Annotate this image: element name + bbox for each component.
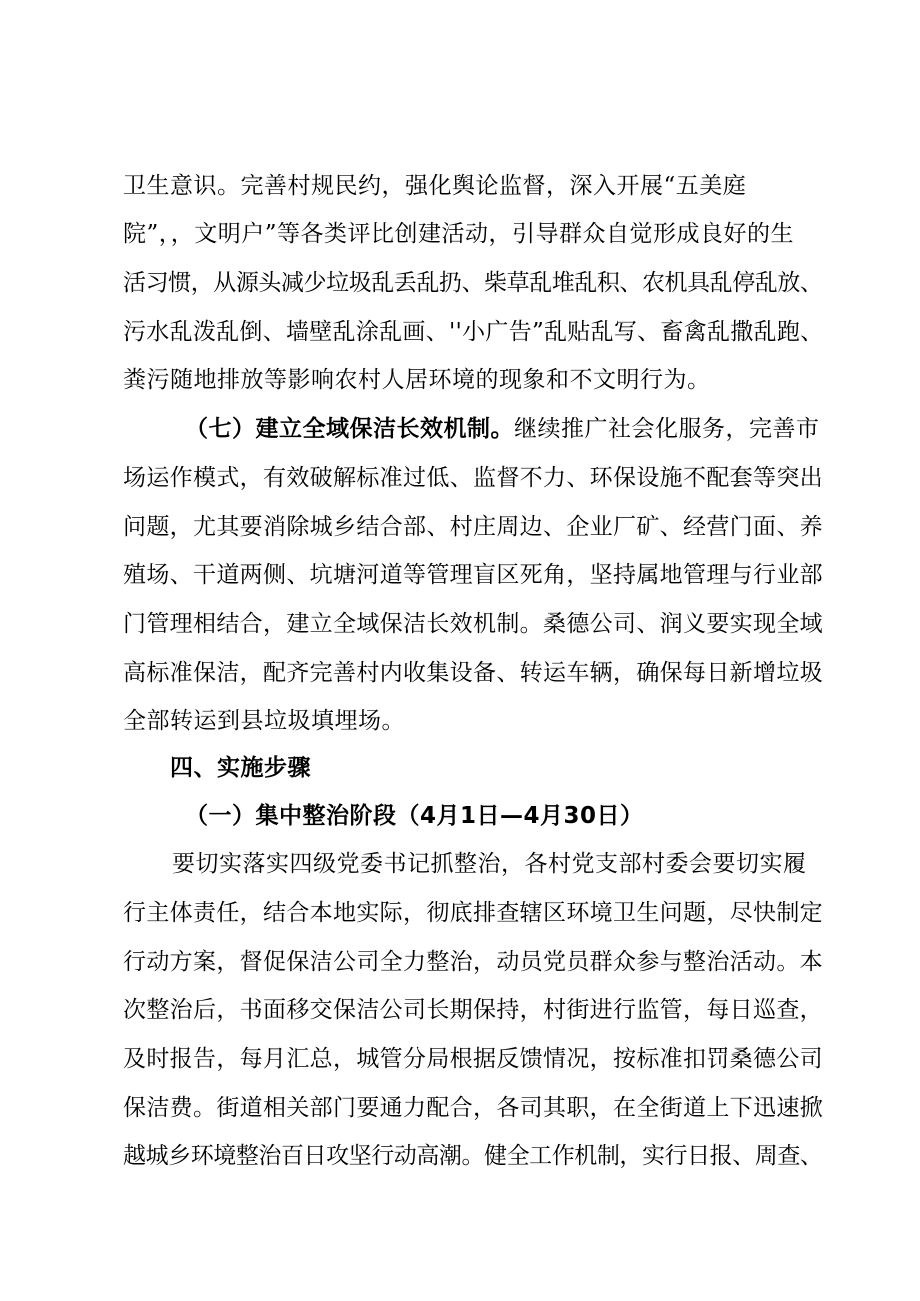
paragraph-first-line (185, 405, 825, 453)
section-lead-bold: （七）建立全域保洁长效机制。 (185, 416, 514, 442)
paragraph-line: 卫生意识。完善村规民约，强化舆论监督，深入开展“五美庭 (123, 173, 747, 199)
paragraph-line: 活习惯，从源头减少垃圾乱丢乱扔、柴草乱堆乱积、农机具乱停乱放、 (123, 270, 823, 296)
paragraph-line: 高标准保洁，配齐完善村内收集设备、转运车辆，确保每日新增垃圾 (123, 660, 823, 686)
paragraph-line: 要切实落实四级党委书记抓整治，各村党支部村委会要切实履 (172, 851, 807, 877)
paragraph-line: 及时报告，每月汇总，城管分局根据反馈情况，按标准扣罚桑德公司 (123, 1046, 823, 1072)
section-heading: 四、实施步骤 (170, 755, 311, 781)
paragraph-line: 问题，尤其要消除城乡结合部、村庄周边、企业厂矿、经营门面、养 (123, 514, 823, 540)
subsection-heading: （一）集中整治阶段（4月1日—4月30日） (185, 803, 644, 829)
paragraph-line: 行动方案，督促保洁公司全力整治，动员党员群众参与整治活动。本 (123, 949, 823, 975)
paragraph-line: 场运作模式，有效破解标准过低、监督不力、环保设施不配套等突出 (123, 465, 823, 491)
paragraph-line: 殖场、干道两侧、坑塘河道等管理盲区死角，坚持属地管理与行业部 (123, 562, 823, 588)
paragraph-line: 污水乱泼乱倒、墙壁乱涂乱画、''小广告”乱贴乱写、畜禽乱撒乱跑、 (123, 319, 824, 345)
paragraph-line: 全部转运到县垃圾填埋场。 (123, 708, 405, 734)
paragraph-line: 保洁费。街道相关部门要通力配合，各司其职，在全街道上下迅速掀 (123, 1095, 823, 1121)
paragraph-line: 越城乡环境整治百日攻坚行动高潮。健全工作机制，实行日报、周查、 (123, 1143, 823, 1169)
paragraph-line: 门管理相结合，建立全域保洁长效机制。桑德公司、润义要实现全域 (123, 611, 823, 637)
paragraph-line: 粪污随地排放等影响农村人居环境的现象和不文明行为。 (123, 367, 711, 393)
paragraph-line-rest: 继续推广社会化服务，完善市 (514, 416, 820, 442)
paragraph-line: 次整治后，书面移交保洁公司长期保持，村街进行监管，每日巡查， (123, 997, 823, 1023)
paragraph-line: 行主体责任，结合本地实际，彻底排查辖区环境卫生问题，尽快制定 (123, 900, 823, 926)
paragraph-line: 院”，，文明户”等各类评比创建活动，引导群众自觉形成良好的生 (123, 221, 795, 247)
